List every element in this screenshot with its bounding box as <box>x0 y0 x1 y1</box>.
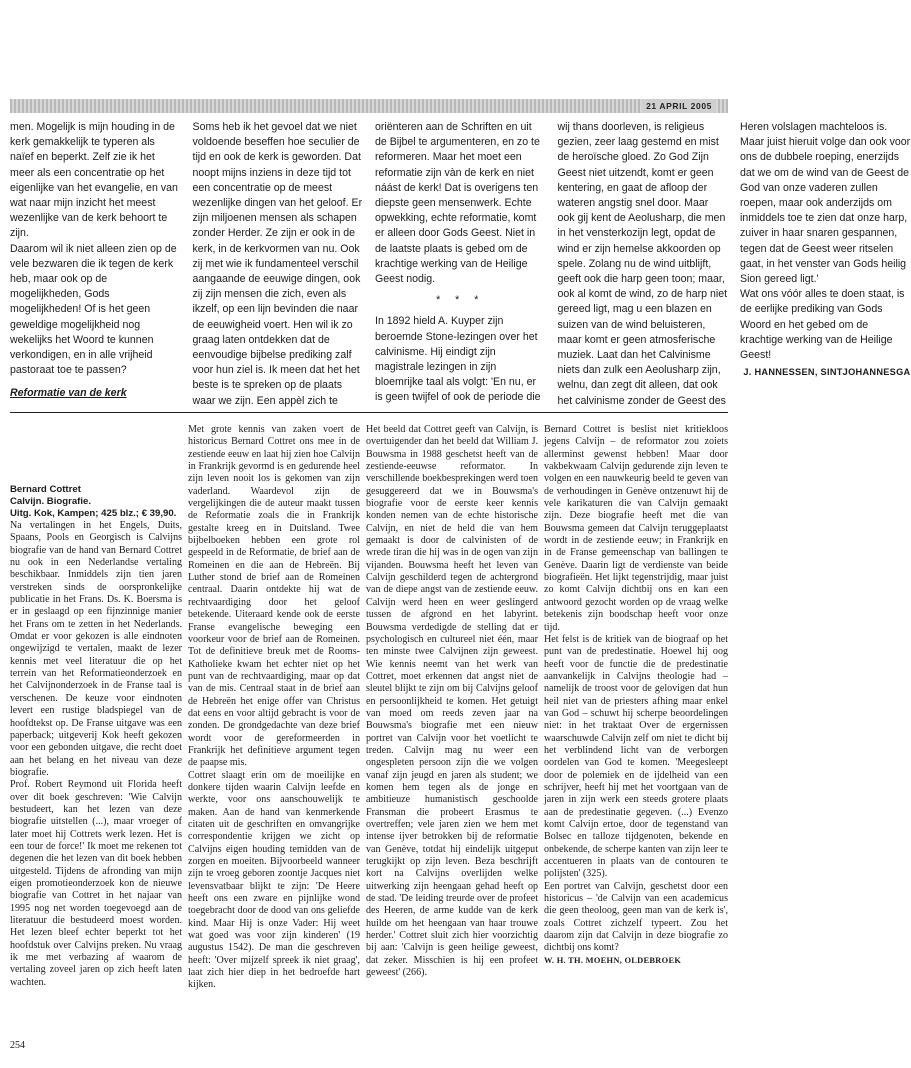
subheading: Reformatie van de kerk <box>10 387 127 400</box>
paragraph: Cottret slaagt erin om de moeilijke en donkere tijden waarin Calvijn leefde en werkte, voor ons aanschouwelijk te maken. Aan de hand van kenmerkende citaten uit de geschriften en omvangrijke correspondentie krijgen we zicht op Calvijns eigen houding temidden van de zorgen en moeiten. Bijvoorbeeld wanneer zijn te vroeg geboren zoontje Jacques niet levensvatbaar blijkt te zijn: 'De Heere heeft ons een zware en pijnlijke wond toegebracht door de dood van ons geliefde kind. Maar Hij is onze Vader: Hij weet wat goed was voor zijn kinderen' (19 augustus 1542). De man die geschreven heeft: 'Over mijzelf spreek ik niet graag', laat zich hier diep in het bedroefde hart kijken. <box>188 769 360 991</box>
review-column-3 <box>366 424 538 1036</box>
paragraph: Het felst is de kritiek van de biograaf op het punt van de predestinatie. Hoewel hij oog heeft voor de functie die de predestinatie aanvankelijk in Calvijns theologie had – namelijk de troost voor de gelovigen dat hun heil niet van de priesters afhing maar enkel van God – schuwt hij scherpe beoordelingen niet: in het traktaat Over de ergernissen waarschuwde Calvijn zelf om niet te dicht bij het verblindend licht van de verborgen oordelen van God te komen. 'Meegesleept door de polemiek en de ijdelheid van een schrijver, heeft hij met het voortgaan van de jaren in zijn werk een steeds grotere plaats aan de predestinatie gegeven. (...) Evenzo komt Calvijn ertoe, door de tegenstand van Bolsec en talloze tijdgenoten, bekende en onbekende, de scherpe kanten van zijn leer te accentueren in plaats van de contouren te polijsten' (325). <box>544 633 728 880</box>
paragraph: Wat ons vóór alles te doen staat, is de eerlijke prediking van Gods Woord en het gebed om de krachtige werking van de Heilige Geest! <box>740 288 905 362</box>
review-column-2 <box>188 424 360 1036</box>
paragraph: In 1892 hield A. Kuyper zijn beroemde Stone-lezingen over het calvinisme. Hij eindigt zijn magistrale lezingen in zijn bloemrijke taal als volgt: 'En nu, er is geen twijfel of ook de periode die wij thans doorleven, is religieus gezien, zeer laag gestemd en mist de heroïsche gloed. Zo God Zijn Geest niet uitzendt, komt er geen kentering, en gaat de afloop der wateren angstig snel door. Maar ook gij kent de Aeolusharp, die men in het vensterkozijn legt, opdat de wind er zijn hemelse akkoorden op spele. Zolang nu de wind uitblijft, geeft ook die harp geen toon; maar, ook al komt de wind, zo de harp niet gereed ligt, mag u een blazen en suizen van de wind beluisteren, maar komt er geen atmosferische muziek. Laat dan het Calvinisme niets dan zulk een Aeolusharp zijn, welnu, dan zegt dit alleen, dat ook het calvinisme zonder de Geest des Heren volslagen machteloos is. Maar juist hieruit volge dan ook voor ons de dubbele roeping, enerzijds dat we om de wind van de Geest de God van onze vaderen zullen roepen, maar ook anderzijds om inmiddels toe te zien dat onze harp, zuiver in haar snaren gespannen, tegen dat de Geest weer ritselen gaat, in het venster van Gods heilig Sion gereed ligt.' <box>375 121 911 407</box>
paragraph: Na vertalingen in het Engels, Duits, Spaans, Pools en Georgisch is Calvijns biografie van de hand van Bernard Cottret nu ook in een Nederlandse vertaling beschikbaar. Inmiddels zijn tien jaren verstreken sinds de oorspronkelijke publicatie in het Frans. Ds. K. Boersma is er in geslaagd op een fijnzinnige manier het Frans om te zetten in het Nederlands. Omdat er voor gekozen is alle eindnoten ongewijzigd te vertalen, maakt de lezer kennis met veel literatuur die op het terrein van het Reformatieonderzoek en het Calvijnonderzoek in de Franse taal is verschenen. De keuze voor eindnoten levert een rustige bladspiegel van de hoofdtekst op. De Franse uitgave was een paperback; uitgeverij Kok heeft gekozen voor een gebonden uitgave, die recht doet aan het belang en het niveau van deze biografie. <box>10 520 182 778</box>
book-author: Bernard Cottret <box>10 484 81 495</box>
paragraph: Soms heb ik het gevoel dat we niet voldoende beseffen hoe seculier de tijd en ook de kerk is geworden. Dat noopt mijns inziens in deze tijd tot een concentratie op de meest wezenlijke dingen van het geloof. Er zijn miljoenen mensen als schapen zonder Herder. Ze zijn er ook in de kerk, in de kerkvormen van nu. Ook zij met wie ik fundamenteel verschil aangaande de eeuwige dingen, ook zij zijn mensen die zich, even als ikzelf, op een lijn bevinden die naar de eeuwigheid voert. Hen wil ik zo graag laten ontdekken dat de eenvoudige bijbelse prediking zalf voor hun ziel is. Ik meen dat het het beste is te spreken op de plaats waar we zijn. Een appèl zich te oriënteren aan de Schriften en uit de Bijbel te argumenteren, en zo te reformeren. Maar het moet een reformatie zijn vàn de kerk en niet náást de kerk! Dat is overigens ten diepste geen mensenwerk. Echte opwekking, echte reformatie, komt er alleen door Gods Geest. Niet in de laatste plaats is gebed om de krachtige werking van de Heilige Geest nodig. <box>192 121 540 407</box>
issue-date: 21 APRIL 2005 <box>642 99 716 113</box>
paragraph: men. Mogelijk is mijn houding in de kerk gemakkelijk te typeren als naïef en beperkt. Zelf zie ik het meer als een concentratie op het eigenlijke van het evangelie, en van wat naar mijn inzicht het meest wezenlijke van de kerk behoort te zijn. <box>10 121 178 240</box>
paragraph: Daarom wil ik niet alleen zien op de vele bezwaren die ik tegen de kerk heb, maar ook op de mogelijkheden, Gods mogelijkheden! Of is het geen geweldige mogelijkheid nog wekelijks het Woord te kunnen verkondigen, en in alle vrijheid pastoraat toe te passen? <box>10 242 177 377</box>
page-number: 254 <box>10 1040 25 1051</box>
review-column-4 <box>544 424 728 1036</box>
author-signature: W. H. TH. MOEHN, OLDEBROEK <box>544 955 682 965</box>
top-article <box>10 120 911 410</box>
paragraph: Bernard Cottret is beslist niet kritiekloos jegens Calvijn – de reformator zou zoiets allerminst gewenst hebben! Maar door vakbekwaam Calvijn gedurende zijn leven te volgen en een nauwkeurig beeld te geven van de verhoudingen in Genève ontzenuwt hij de vele karikaturen die van Calvijn gemaakt zijn. Deze biografie heeft met die van Bouwsma gemeen dat Calvijn teruggeplaatst wordt in de zestiende eeuw; in Frankrijk en in de Franse gemeenschap van ballingen te Genève. Daarin ligt de verdienste van beide biografieën. Het lijkt tegenstrijdig, maar juist zo komt Calvijn dichtbij ons en kan een antwoord gezocht worden op de vraag welke betekenis zijn boodschap heeft voor onze tijd. <box>544 424 728 633</box>
paragraph: Prof. Robert Reymond uit Florida heeft over dit boek geschreven: 'Wie Calvijn bestudeert, kan het lezen van deze biografie uitstellen (...), maar vroeger of later moet hij Cottrets werk lezen. Het is een tour de force!' Ik moet me rekenen tot degenen die het lezen van dit boek hebben uitgesteld. Tijdens de afronding van mijn eigen promotieonderzoek kon de nieuwe biografie van Cottret in het najaar van 1995 nog net worden toegevoegd aan de literatuur die bestudeerd moest worden. Het lezen bleef echter beperkt tot het hoofdstuk over Calvijns preken. Nu vraag ik me met verbazing af waarom de vertaling zoveel jaren op zich heeft laten wachten. <box>10 779 182 988</box>
review-column-1 <box>10 424 182 1036</box>
author-signature: J. HANNESSEN, SINTJOHANNESGA <box>743 367 911 378</box>
paragraph: Het beeld dat Cottret geeft van Calvijn, is overtuigender dan het beeld dat William J. Bouwsma in 1988 geschetst heeft van de zestiende-eeuwse reformator. In verschillende boekbesprekingen werd toen gesuggereerd dat we in Bouwsma's biografie voor de eerste keer kennis konden nemen van de echte historische Calvijn, en niet de held die van hem gemaakt is door de calvinisten of de wrede tiran die hij was in de ogen van zijn vijanden. Bouwsma heeft het leven van Calvijn geschilderd tegen de achtergrond van de diepe angst van de zestiende eeuw. Calvijn werd heen en weer geslingerd tussen de afgrond en het labyrint. Bouwsma verdedigde de stelling dat er psychologisch en cultureel niet één, maar ten minste twee Calvijnen zijn geweest. Wie kennis neemt van het werk van Cottret, moet erkennen dat angst niet de sleutel blijkt te zijn om bij Calvijns geloof en persoonlijkheid te komen. Het getuigt van moed om reeds zeven jaar na Bouwsma's biografie met een nieuw portret van Calvijn voor het voetlicht te treden. Calvijn mag nu weer een ongespleten persoon zijn die we volgen vanaf zijn jeugd en jaren als student; we komen hem tegen als de jonge en ambitieuze humanistisch geschoolde Fransman die probeert Erasmus te overtreffen; vele jaren zien we hem met intense ijver betrokken bij de reformatie van Genève, totdat hij eindelijk uitgeput terugkijkt op zijn leven. Beza beschrijft kort na Calvijns overlijden welke uitwerking zijn heengaan gehad heeft op de stad. 'De leiding treurde over de profeet des Heeren, de arme kudde van de kerk huilde om het heengaan van haar trouwe herder.' Cottret sluit zich hier voorzichtig bij aan: 'Calvijn is geen heilige geweest, dat zeker. Misschien is hij een profeet geweest' (266). <box>366 424 538 979</box>
section-divider <box>10 412 728 413</box>
book-publisher: Uitg. Kok, Kampen; 425 blz.; € 39,90. <box>10 508 177 519</box>
header-band <box>10 99 728 113</box>
paragraph: Een portret van Calvijn, geschetst door een historicus – 'de Calvijn van een academicus die geen theoloog, geen man van de kerk is', zoals Cottret zichzelf typeert. Zou het daarom zijn dat Calvijn in deze biografie zo dichtbij ons komt? <box>544 880 728 954</box>
paragraph: Met grote kennis van zaken voert de historicus Bernard Cottret ons mee in de zestiende eeuw en laat hij zien hoe Calvijn in Frankrijk gevormd is en gedurende heel zijn leven nooit los is gekomen van zijn vaderland. Waardevol zijn de vergelijkingen die de auteur maakt tussen de Reformatie zoals die in Frankrijk gestalte kreeg en in Duitsland. Twee bijbelboeken hebben een grote rol gespeeld in de Reformatie, de brief aan de Romeinen en die aan de Hebreën. Bij Luther stond de brief aan de Romeinen centraal. Daarin ontdekte hij wat de rechtvaardiging door het geloof betekende. Uiteraard kende ook de eerste Franse evangelische beweging een voorkeur voor de brief aan de Romeinen. Tot de definitieve breuk met de Rooms-Katholieke kwam het echter niet op het punt van de rechtvaardiging, maar op dat van de mis. Centraal staat in de brief aan de Hebreën het enige offer van Christus dat eens en voor altijd gebracht is voor de zonden. De grondgedachte van deze brief wordt voor de gereformeerden in Frankrijk het definitieve argument tegen de paapse mis. <box>188 424 360 769</box>
section-break: * * * <box>436 294 485 307</box>
book-info <box>10 484 182 520</box>
book-title: Calvijn. Biografie. <box>10 496 92 507</box>
